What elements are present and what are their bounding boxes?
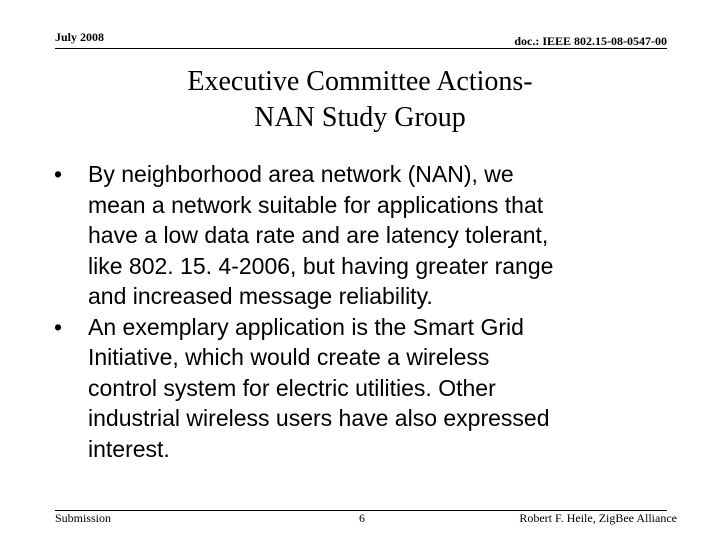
bullet-1-line-5: and increased message reliability. xyxy=(88,283,433,309)
header-doc-id: doc.: IEEE 802.15-08-0547-00 xyxy=(514,34,667,48)
bullet-list xyxy=(28,159,668,464)
bullet-marker: • xyxy=(53,313,63,340)
bullet-2-line-4: industrial wireless users have also expressed xyxy=(88,405,550,431)
footer-page-number: 6 xyxy=(359,511,365,525)
footer-author: Robert F. Heile, ZigBee Alliance xyxy=(519,511,677,525)
footer-submission: Submission xyxy=(55,511,112,525)
bullet-1-line-1: By neighborhood area network (NAN), we xyxy=(88,161,514,187)
bullet-1-line-2: mean a network suitable for applications that xyxy=(88,191,544,218)
bullet-item-1 xyxy=(28,159,668,312)
slide-title-line-1: Executive Committee Actions- xyxy=(187,66,533,97)
bullet-2-line-3: control system for electric utilities. Other xyxy=(88,374,496,401)
header-rule xyxy=(55,48,667,49)
slide-title-line-2: NAN Study Group xyxy=(254,102,466,133)
bullet-2-line-1: An exemplary application is the Smart Grid xyxy=(88,313,524,340)
slide-title xyxy=(60,64,660,136)
bullet-2-line-2: Initiative, which would create a wireless xyxy=(88,344,490,370)
bullet-1-line-3: have a low data rate and are latency tolerant, xyxy=(88,222,549,248)
bullet-marker: • xyxy=(53,161,63,187)
header-date: July 2008 xyxy=(55,30,105,44)
bullet-item-2 xyxy=(28,312,668,465)
bullet-2-line-5: interest. xyxy=(88,435,170,462)
bullet-1-line-4: like 802. 15. 4-2006, but having greater range xyxy=(88,252,554,279)
